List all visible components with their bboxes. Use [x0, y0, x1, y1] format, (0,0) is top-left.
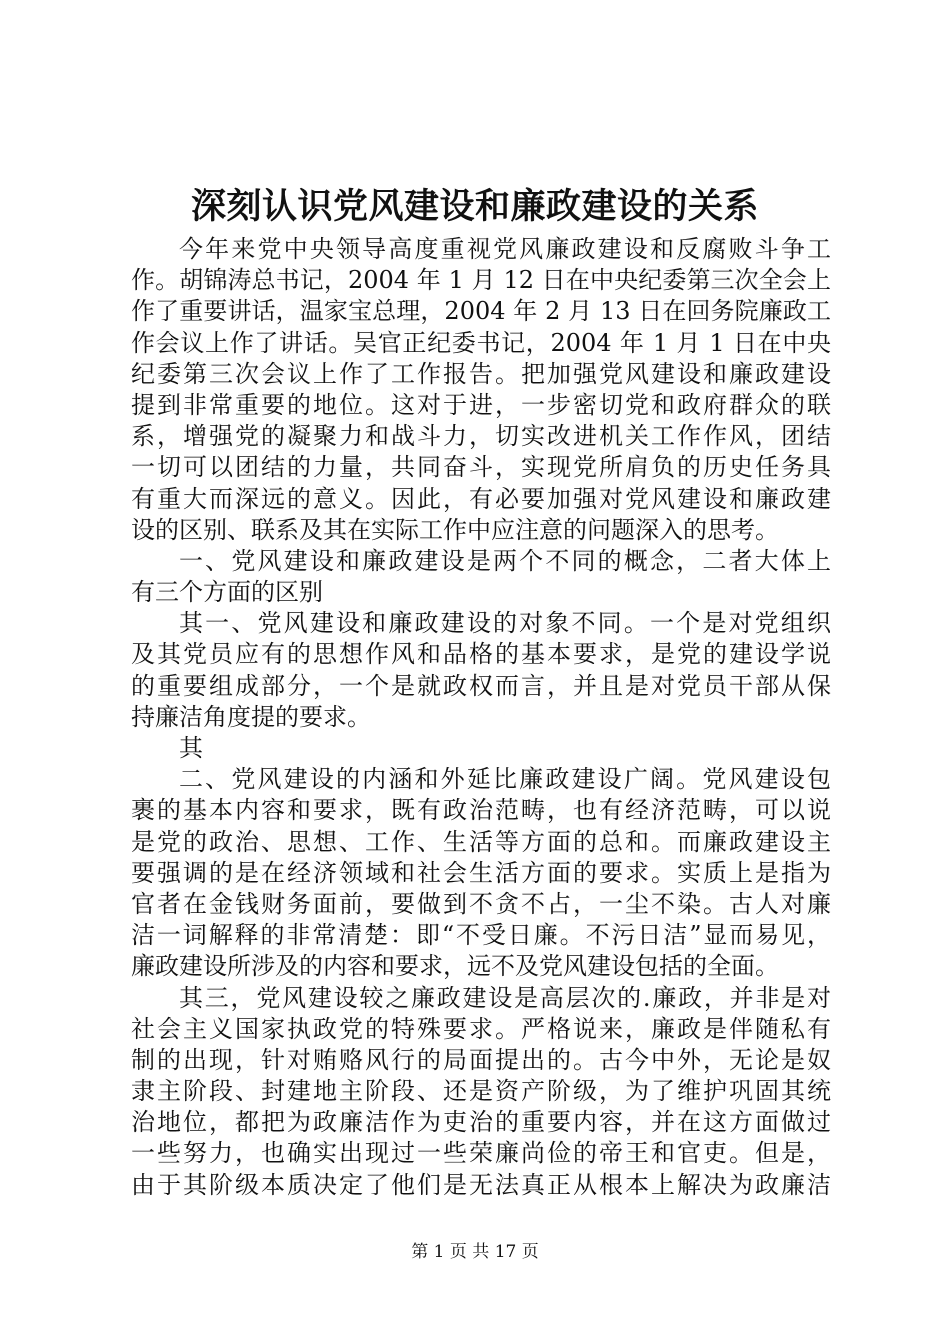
text-line: 裹的基本内容和要求，既有政治范畴，也有经济范畴，可以说 — [131, 796, 831, 825]
text-line: 治地位，都把为政廉洁作为吏治的重要内容，并在这方面做过 — [131, 1108, 831, 1137]
text-line: 提到非常重要的地位。这对于进，一步密切党和政府群众的联 — [131, 390, 831, 419]
text-line: 系，增强党的凝聚力和战斗力，切实改进机关工作作风，团结 — [131, 422, 831, 451]
text-line: 及其党员应有的思想作风和品格的基本要求，是党的建设学说 — [131, 640, 831, 669]
document-title: 深刻认识党风建设和廉政建设的关系 — [190, 186, 759, 227]
text-line: 持廉洁角度提的要求。 — [131, 702, 371, 731]
text-line: 纪委第三次会议上作了工作报告。把加强党风建设和廉政建设 — [131, 359, 831, 388]
text-line: 作了重要讲话，温家宝总理，2004 年 2 月 13 日在回务院廉政工 — [131, 297, 831, 326]
text-line: 隶主阶段、封建地主阶段、还是资产阶级，为了维护巩固其统 — [131, 1077, 831, 1106]
text-line: 一、党风建设和廉政建设是两个不同的概念，二者大体上 — [179, 546, 831, 575]
text-line: 一切可以团结的力量，共同奋斗，实现党所肩负的历史任务具 — [131, 453, 831, 482]
text-line: 今年来党中央领导高度重视党风廉政建设和反腐败斗争工 — [179, 235, 831, 263]
text-line: 有三个方面的区别 — [131, 578, 323, 607]
text-line: 设的区别、联系及其在实际工作中应注意的问题深入的思考。 — [131, 515, 779, 544]
page-number-footer: 第 1 页 共 17 页 — [411, 1242, 539, 1262]
text-line: 是党的政治、思想、工作、生活等方面的总和。而廉政建设主 — [131, 827, 831, 856]
text-line: 有重大而深远的意义。因此，有必要加强对党风建设和廉政建 — [131, 484, 831, 513]
text-line: 制的出现，针对贿赂风行的局面提出的。古今中外，无论是奴 — [131, 1045, 831, 1074]
text-line: 一些努力，也确实出现过一些荣廉尚俭的帝王和官吏。但是， — [131, 1139, 831, 1168]
text-line: 洁一词解释的非常清楚：即“不受日廉。不污日洁”显而易见， — [131, 921, 831, 950]
text-line: 社会主义国家执政党的特殊要求。严格说来，廉政是伴随私有 — [131, 1014, 831, 1043]
text-line: 要强调的是在经济领域和社会生活方面的要求。实质上是指为 — [131, 858, 831, 887]
document-body — [131, 234, 831, 1201]
text-line: 二、党风建设的内涵和外延比廉政建设广阔。党风建设包 — [179, 765, 831, 794]
text-line: 其三，党风建设较之廉政建设是高层次的.廉政，并非是对 — [179, 983, 831, 1012]
text-line: 廉政建设所涉及的内容和要求，远不及党风建设包括的全面。 — [131, 952, 779, 981]
text-line: 其 — [179, 734, 203, 762]
text-line: 由于其阶级本质决定了他们是无法真正从根本上解决为政廉洁 — [131, 1170, 831, 1199]
text-line: 官者在金钱财务面前，要做到不贪不占，一尘不染。古人对廉 — [131, 889, 831, 918]
text-line: 作会议上作了讲话。吴官正纪委书记，2004 年 1 月 1 日在中央 — [131, 328, 831, 357]
text-line: 作。胡锦涛总书记，2004 年 1 月 12 日在中央纪委第三次全会上 — [131, 266, 831, 295]
text-line: 其一、党风建设和廉政建设的对象不同。一个是对党组织 — [179, 609, 831, 638]
text-line: 的重要组成部分，一个是就政权而言，并且是对党员干部从保 — [131, 671, 831, 700]
